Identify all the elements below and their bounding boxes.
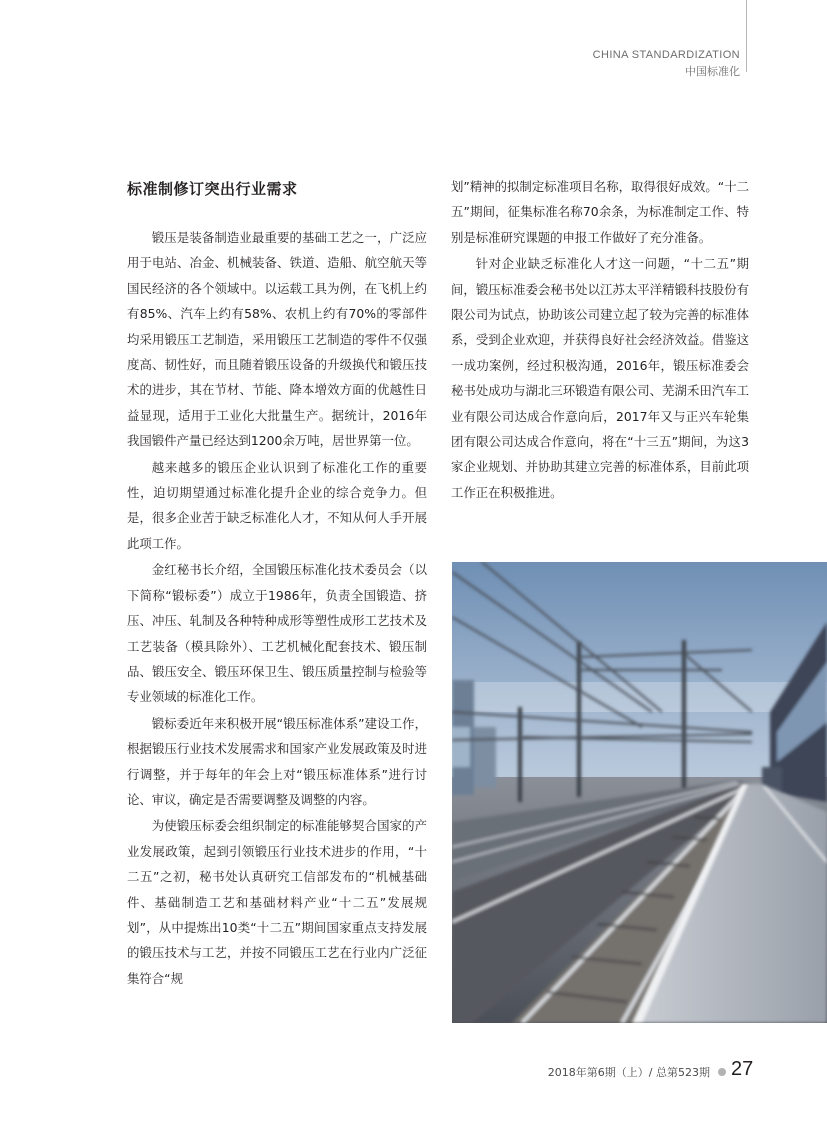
railway-track-photo: [452, 562, 827, 1023]
right-column: [451, 174, 749, 505]
header-divider: [746, 0, 747, 72]
paragraph: 越来越多的锻压企业认识到了标准化工作的重要性，迫切期望通过标准化提升企业的综合竞争力。但是，很多企业苦于缺乏标准化人才，不知从何人手开展此项工作。: [127, 459, 427, 551]
masthead-english: CHINA STANDARDIZATION: [592, 49, 740, 61]
paragraph-continuation: 划”精神的拟制定标准项目名称，取得很好成效。“十二五”期间，征集标准名称70余条，为标准制定工作、特别是标准研究课题的申报工作做好了充分准备。: [451, 179, 749, 245]
paragraph: 锻压是装备制造业最重要的基础工艺之一，广泛应用于电站、冶金、机械装备、铁道、造船、航空航天等国民经济的各个领域中。以运载工具为例，在飞机上约有85%、汽车上约有58%、农机上约有70%的零部件均采用锻压工艺制造，采用锻压工艺制造的零件不仅强度高、韧性好，而且随着锻压设备的升级换代和锻压技术的进步，其在节材、节能、降本增效方面的优越性日益显现，适用于工业化大批量生产。据统计，2016年我国锻件产量已经达到1200余万吨，居世界第一位。: [127, 230, 427, 449]
paragraph: 锻标委近年来积极开展“锻压标准体系”建设工作，根据锻压行业技术发展需求和国家产业发展政策及时进行调整，并于每年的年会上对“锻压标准体系”进行讨论、审议，确定是否需要调整及调整的内容。: [127, 715, 427, 807]
masthead-chinese: 中国标准化: [685, 65, 740, 78]
bullet-dot-icon: [718, 1068, 726, 1076]
paragraph: 金红秘书长介绍，全国锻压标准化技术委员会（以下简称“锻标委”）成立于1986年，负责全国锻造、挤压、冲压、轧制及各种特种成形等塑性成形工艺技术及工艺装备（模具除外）、工艺机械化配套技术、锻压制品、锻压安全、锻压环保卫生、锻压质量控制与检验等专业领域的标准化工作。: [127, 562, 427, 705]
paragraph: 为使锻压标委会组织制定的标准能够契合国家的产业发展政策，起到引领锻压行业技术进步的作用，“十二五”之初，秘书处认真研究工信部发布的“机械基础件、基础制造工艺和基础材料产业“十二五”发展规划”，从中提炼出10类“十二五”期间国家重点支持发展的锻压技术与工艺，并按不同锻压工艺在行业内广泛征集符合“规: [127, 818, 427, 986]
issue-info: 2018年第6期（上）/ 总第523期: [547, 1066, 710, 1079]
paragraph: 针对企业缺乏标准化人才这一问题，“十二五”期间，锻压标准委会秘书处以江苏太平洋精锻科技股份有限公司为试点，协助该公司建立起了较为完善的标准体系，受到企业欢迎，并获得良好社会经济效益。借鉴这一成功案例，经过积极沟通，2016年，锻压标准委会秘书处成功与湖北三环锻造有限公司、芜湖禾田汽车工业有限公司达成合作意向后，2017年又与正兴车轮集团有限公司达成合作意向，将在“十三五”期间，为这3家企业规划、并协助其建立完善的标准体系，目前此项工作正在积极推进。: [451, 256, 749, 500]
section-title: 标准制修订突出行业需求: [127, 180, 298, 198]
page-number: 27: [731, 1058, 754, 1080]
left-column: [127, 225, 427, 991]
